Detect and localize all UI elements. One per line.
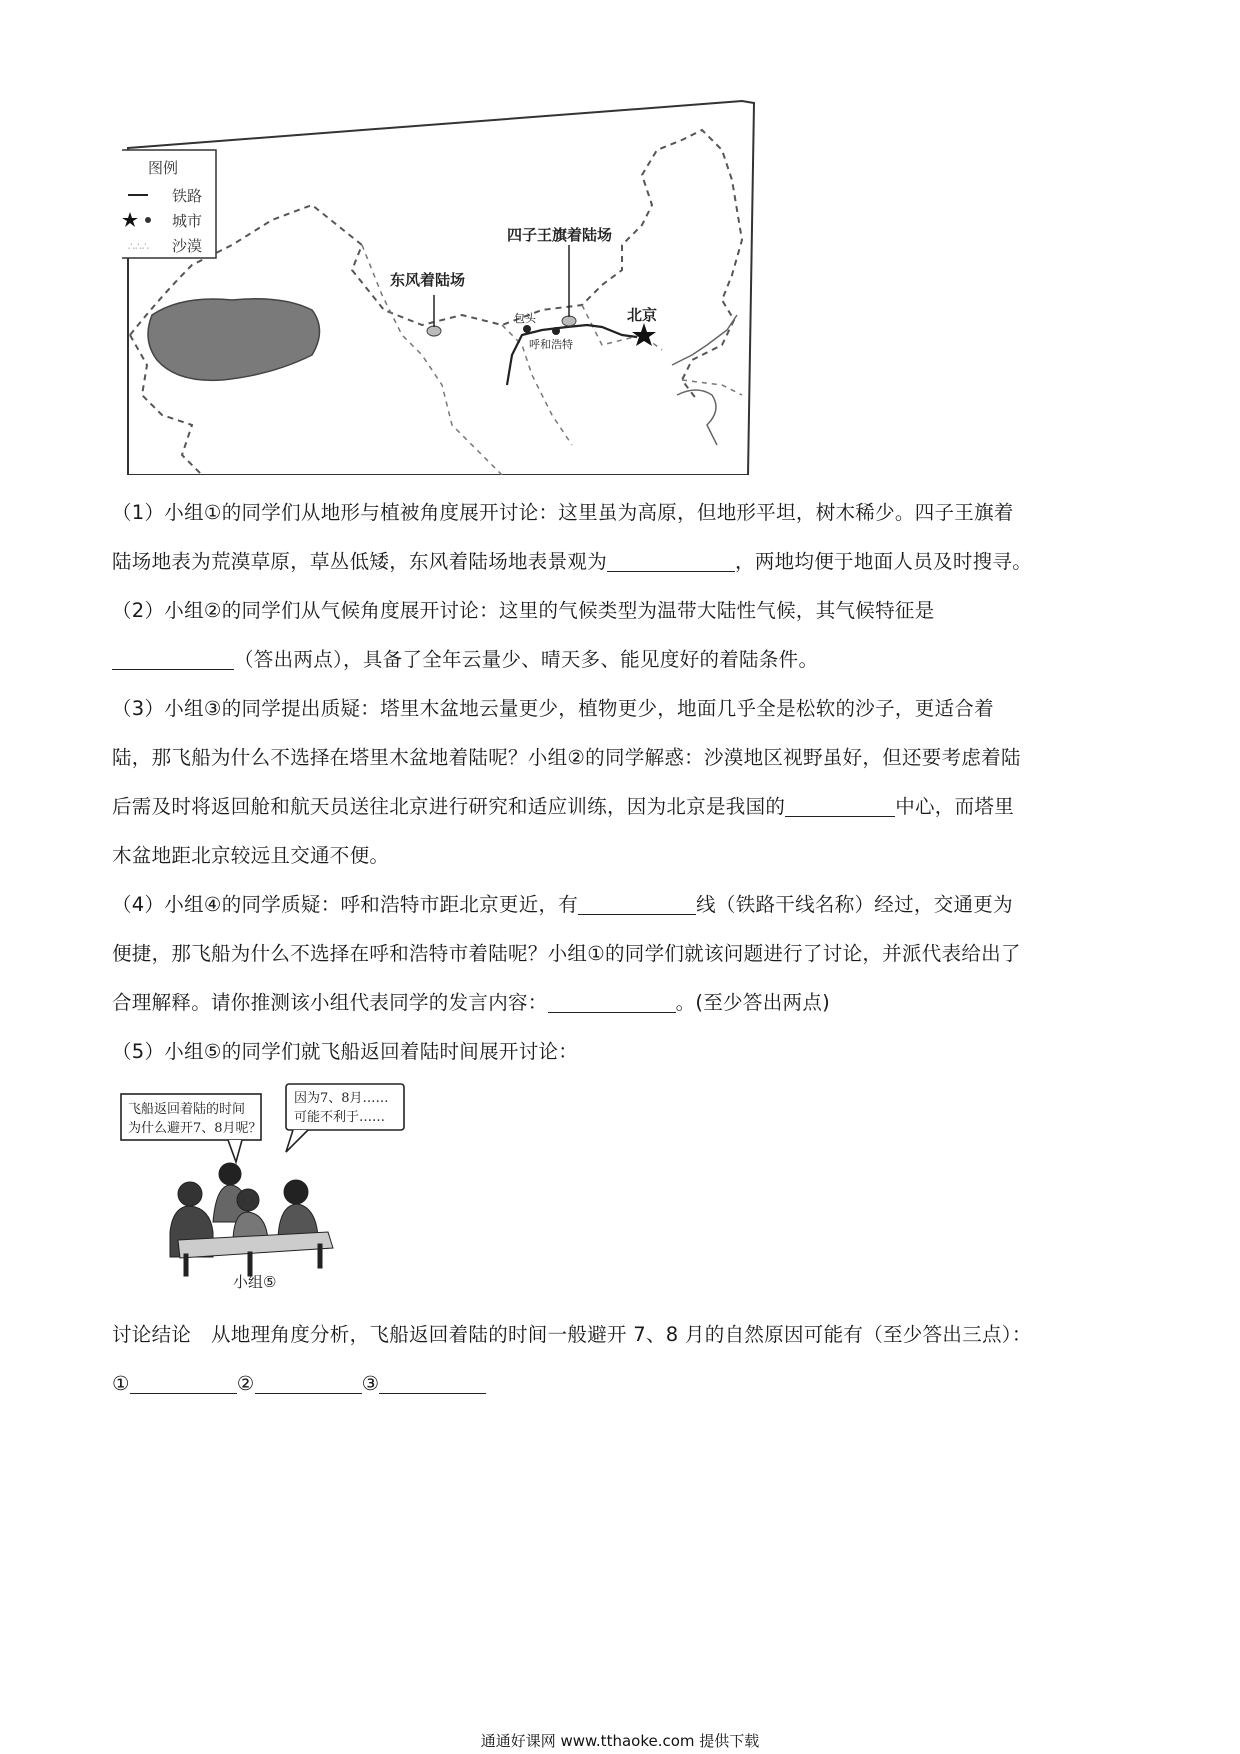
q1-line1: （1）小组①的同学们从地形与植被角度展开讨论：这里虽为高原，但地形平坦，树木稀少。四子王旗着 bbox=[112, 501, 1014, 524]
q5-line1: （5）小组⑤的同学们就飞船返回着陆时间展开讨论： bbox=[112, 1040, 579, 1063]
map-figure bbox=[122, 95, 842, 475]
question-block bbox=[112, 488, 1132, 1076]
q4-line3: 合理解释。请你推测该小组代表同学的发言内容： 。(至少答出两点) bbox=[112, 991, 831, 1014]
hohhot-label: 呼和浩特 bbox=[529, 338, 573, 351]
dongfeng-site-mark bbox=[427, 326, 441, 336]
siziwangqi-site-mark bbox=[562, 316, 576, 326]
q3-answer-blank[interactable] bbox=[785, 794, 895, 817]
q3-line2: 陆，那飞船为什么不选择在塔里木盆地着陆呢？小组②的同学解惑：沙漠地区视野虽好，但还要考虑着陆 bbox=[112, 746, 1021, 769]
q1-answer-blank[interactable] bbox=[607, 549, 735, 572]
right-bubble-line1: 因为7、8月…… bbox=[294, 1091, 389, 1106]
reason3-blank[interactable] bbox=[379, 1371, 486, 1394]
left-bubble-line1: 飞船返回着陆的时间 bbox=[128, 1102, 246, 1117]
q2-line1: （2）小组②的同学们从气候角度展开讨论：这里的气候类型为温带大陆性气候，其气候特征是 bbox=[112, 599, 935, 622]
legend-title: 图例 bbox=[148, 159, 179, 177]
page-footer: 通通好课网 www.tthaoke.com 提供下载 bbox=[480, 1732, 760, 1750]
siziwangqi-label: 四子王旗着陆场 bbox=[507, 226, 613, 244]
conclusion-answers: ① ② ③ bbox=[112, 1359, 1132, 1408]
landing-site-map bbox=[122, 95, 842, 475]
conclusion-block bbox=[112, 1310, 1132, 1408]
legend-railway: 铁路 bbox=[172, 187, 203, 205]
legend-city: 城市 bbox=[172, 212, 203, 230]
cartoon-caption: 小组⑤ bbox=[233, 1273, 277, 1291]
q4-line1: （4）小组④的同学质疑：呼和浩特市距北京更近，有 线（铁路干线名称）经过，交通更为 bbox=[112, 893, 1013, 916]
reason1-blank[interactable] bbox=[130, 1371, 237, 1394]
q4-railway-blank[interactable] bbox=[578, 892, 696, 915]
q3-line1: （3）小组③的同学提出质疑：塔里木盆地云量更少，植物更少，地面几乎全是松软的沙子，更适合着 bbox=[112, 697, 994, 720]
reason2-blank[interactable] bbox=[255, 1371, 362, 1394]
group5-cartoon bbox=[118, 1082, 418, 1292]
desert-pattern-icon: ∴∴∴ bbox=[128, 240, 149, 253]
students-illustration bbox=[170, 1163, 333, 1276]
dongfeng-label: 东风着陆场 bbox=[390, 271, 466, 289]
q4-line2: 便捷，那飞船为什么不选择在呼和浩特市着陆呢？小组①的同学们就该问题进行了讨论，并派代表给出了 bbox=[112, 942, 1021, 965]
right-bubble-line2: 可能不利于…… bbox=[294, 1110, 386, 1125]
q3-line3: 后需及时将返回舱和航天员送往北京进行研究和适应训练，因为北京是我国的 中心，而塔里 bbox=[112, 795, 1015, 818]
q2-answer-blank[interactable] bbox=[112, 647, 234, 670]
legend-desert: 沙漠 bbox=[172, 237, 203, 255]
left-bubble-line2: 为什么避开7、8月呢？ bbox=[128, 1121, 262, 1136]
beijing-label: 北京 bbox=[627, 306, 658, 324]
baotou-label: 包头 bbox=[514, 312, 536, 325]
baotou-city-mark bbox=[523, 325, 531, 333]
q3-line4: 木盆地距北京较远且交通不便。 bbox=[112, 844, 390, 867]
q1-line2: 陆场地表为荒漠草原，草丛低矮，东风着陆场地表景观为 ，两地均便于地面人员及时搜寻。 bbox=[112, 550, 1033, 573]
q2-line2: （答出两点），具备了全年云量少、晴天多、能见度好的着陆条件。 bbox=[112, 635, 1132, 684]
conclusion-line1: 讨论结论 从地理角度分析，飞船返回着陆的时间一般避开 7、8 月的自然原因可能有（至少答出三点）： bbox=[112, 1323, 1032, 1346]
q4-answer-blank[interactable] bbox=[548, 990, 676, 1013]
hohhot-city-mark bbox=[552, 327, 560, 335]
